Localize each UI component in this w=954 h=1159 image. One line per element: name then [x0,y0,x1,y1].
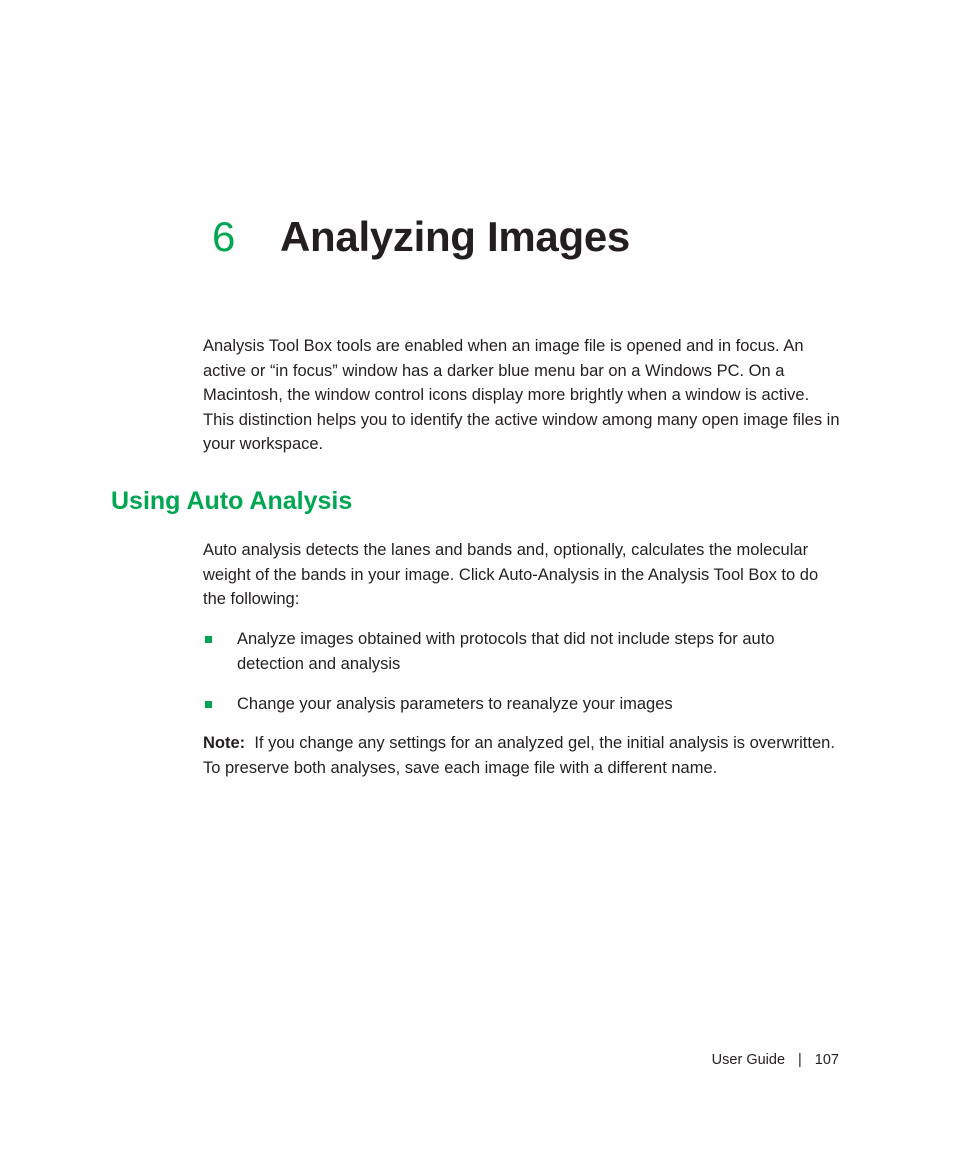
footer-guide-label: User Guide [711,1052,786,1068]
footer-separator: | [798,1052,802,1068]
bullet-text: Analyze images obtained with protocols that did not include steps for auto detection and analysis [237,630,775,673]
section-paragraph: Auto analysis detects the lanes and bands and, optionally, calculates the molecular weight of the bands in your image. Click Auto-Analysis in the Analysis Tool Box to do the following: [203,541,819,608]
chapter-title: Analyzing Images [280,213,630,260]
page-number: 107 [814,1052,839,1068]
square-bullet-icon [205,636,212,643]
section-heading: Using Auto Analysis [111,487,353,515]
square-bullet-icon [205,701,212,708]
chapter-number: 6 [212,213,236,260]
bullet-text: Change your analysis parameters to reanalyze your images [237,695,673,713]
note-label: Note: [203,734,246,752]
note-paragraph [203,731,843,780]
page-footer [712,1049,839,1071]
note-text: If you change any settings for an analyzed gel, the initial analysis is overwritten. To preserve both analyses, save each image file with a different name. [203,734,835,777]
intro-paragraph: Analysis Tool Box tools are enabled when an image file is opened and in focus. An active or “in focus” window has a darker blue menu bar on a Windows PC. On a Macintosh, the window control icons display more brightly when a window is active. This distinction helps you to identify the active window among many open image files in your workspace. [203,337,840,453]
